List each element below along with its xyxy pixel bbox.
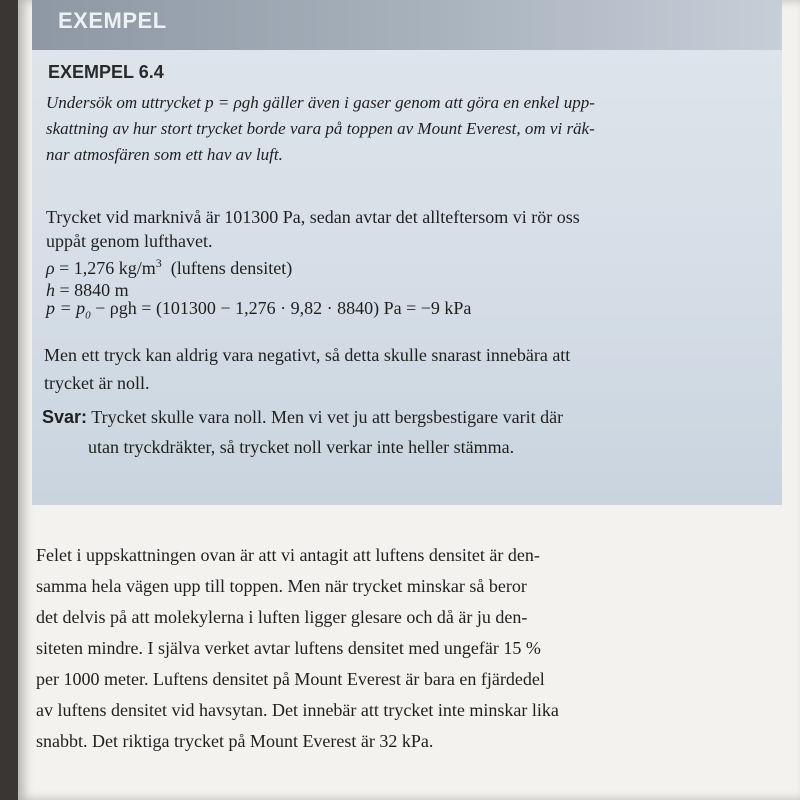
h-symbol: h [46, 280, 55, 300]
pressure-equation [46, 298, 471, 322]
equation-lhs: p = p [46, 298, 86, 318]
discussion-line: samma hela vägen upp till toppen. Men när trycket minskar så beror [36, 576, 527, 596]
conclusion-line: Men ett tryck kan aldrig vara negativt, så detta skulle snarast innebära att [44, 345, 571, 365]
discussion-line: det delvis på att molekylerna i luften ligger glesare och då är ju den- [36, 607, 528, 627]
rho-value: = 1,276 kg/m [54, 258, 156, 278]
question-line: skattning av hur stort trycket borde vara på toppen av Mount Everest, om vi räk- [46, 119, 595, 138]
discussion-line: Felet i uppskattningen ovan är att vi antagit att luftens densitet är den- [36, 545, 540, 565]
answer-line: Trycket skulle vara noll. Men vi vet ju att bergsbestigare varit där [91, 407, 564, 427]
h-value: = 8840 m [55, 280, 129, 300]
example-header-label: EXEMPEL [58, 8, 167, 33]
discussion-line: siteten mindre. I själva verket avtar luftens densitet med ungefär 15 % [36, 638, 541, 658]
conclusion-line: trycket är noll. [44, 373, 150, 393]
answer-line: utan tryckdräkter, så trycket noll verkar inte heller stämma. [88, 437, 515, 457]
question-line: nar atmosfären som ett hav av luft. [46, 145, 283, 164]
solution-line: uppåt genom lufthavet. [46, 231, 213, 251]
question-line: Undersök om uttrycket p = ρgh gäller även i gaser genom att göra en enkel upp- [46, 93, 595, 112]
answer-label: Svar: [42, 407, 88, 427]
rho-line [46, 256, 292, 279]
rho-symbol: ρ [46, 258, 55, 278]
answer-block [42, 402, 662, 462]
rho-exponent: 3 [155, 256, 162, 270]
discussion-paragraph [36, 540, 736, 757]
discussion-line: snabbt. Det riktiga trycket på Mount Everest är 32 kPa. [36, 731, 434, 751]
discussion-line: per 1000 meter. Luftens densitet på Mount Everest är bara en fjärdedel [36, 669, 545, 689]
example-question [46, 90, 646, 168]
discussion-line: av luftens densitet vid havsytan. Det innebär att trycket inte minskar lika [36, 700, 559, 720]
equation-subscript: 0 [85, 309, 91, 322]
solution-line: Trycket vid marknivå är 101300 Pa, sedan avtar det allteftersom vi rör oss [46, 207, 580, 227]
equation-rhs: − ρgh = (101300 − 1,276 · 9,82 · 8840) Pa = −9 kPa [90, 298, 472, 318]
rho-note: (luftens densitet) [170, 258, 293, 278]
example-title: EXEMPEL 6.4 [48, 62, 164, 82]
